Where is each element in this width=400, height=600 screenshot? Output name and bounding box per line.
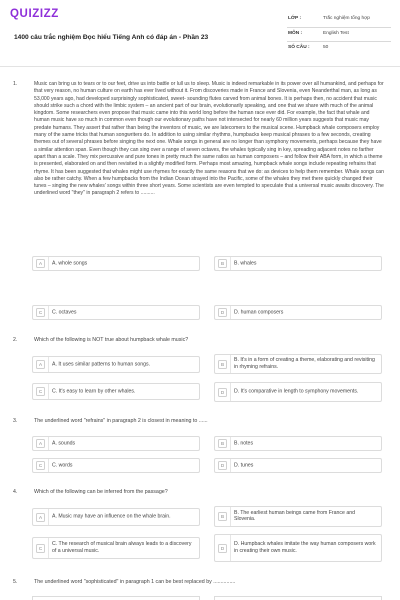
option-a[interactable]: [32, 356, 200, 373]
question-number: 5.: [13, 579, 18, 585]
quizizz-logo[interactable]: QUIZIZZ: [10, 8, 59, 20]
option-letter: B: [218, 439, 227, 448]
option-a[interactable]: [32, 436, 200, 451]
option-a[interactable]: [32, 508, 200, 526]
option-text: A. whole songs: [52, 260, 88, 267]
option-letter: A: [36, 439, 45, 448]
option-letter: B: [218, 512, 227, 521]
option-c[interactable]: [32, 537, 200, 559]
question-text: The underlined word "refrains" in paragraph 2 is closest in meaning to ......: [34, 418, 208, 424]
meta-key: LỚP :: [288, 16, 302, 21]
question-text: Which of the following can be inferred from the passage?: [34, 489, 168, 495]
option-c[interactable]: [32, 383, 200, 400]
divider: [48, 357, 49, 372]
divider: [48, 538, 49, 558]
option-letter: D: [218, 461, 227, 470]
option-d[interactable]: [214, 458, 382, 473]
option-letter: B: [218, 360, 227, 369]
option-letter: C: [36, 544, 45, 553]
option-d[interactable]: [214, 305, 382, 320]
option-text: D. It's comparative in length to symphony movements.: [234, 388, 359, 395]
meta-value: 50: [323, 45, 329, 50]
option-letter: C: [36, 461, 45, 470]
meta-table: [287, 13, 391, 57]
divider: [230, 383, 231, 401]
divider: [48, 459, 49, 472]
divider: [48, 257, 49, 270]
option-letter: A: [36, 513, 45, 522]
question-text: The underlined word "sophisticated" in paragraph 1 can be best replaced by ...............: [34, 579, 236, 585]
meta-row-subject: [287, 28, 391, 43]
option-text: D. Humpback whales imitate the way human composers work in creating their own music.: [234, 541, 376, 554]
option-text: C. octaves: [52, 309, 77, 316]
divider: [230, 355, 231, 373]
meta-key: MÔN :: [288, 30, 303, 36]
option-letter: A: [36, 360, 45, 369]
option-text: C. It's easy to learn by other whales.: [52, 388, 136, 395]
option-letter: A: [36, 259, 45, 268]
divider: [230, 507, 231, 526]
option-letter: D: [218, 544, 227, 553]
option-text: B. whales: [234, 260, 257, 267]
question-number: 1.: [13, 81, 18, 87]
divider: [230, 459, 231, 472]
divider: [230, 535, 231, 561]
question-number: 2.: [13, 337, 18, 343]
question-text: Which of the following is NOT true about humpback whale music?: [34, 337, 189, 343]
option-letter: D: [218, 388, 227, 397]
option-letter: B: [218, 259, 227, 268]
meta-row-class: [287, 13, 391, 28]
option-letter: D: [218, 308, 227, 317]
divider: [48, 306, 49, 319]
divider: [230, 257, 231, 270]
divider: [48, 384, 49, 399]
option-c[interactable]: [32, 458, 200, 473]
divider: [230, 437, 231, 450]
option-text: B. The earliest human beings came from France and Slovenia.: [234, 509, 356, 523]
option-letter: C: [36, 387, 45, 396]
reading-passage: Music can bring us to tears or to our feet, drive us into battle or lull us to sleep. Music is indeed remarkable in its power over all humankind, and perhaps for that very reason, no human culture on earth has ever lived without it. From discoveries made in France and Slovenia, even Neanderthal man, as long as 53,000 years ago, had developed surprisingly sophisticated, sweet- sounding flutes carved from animal bones. It is perhaps then, no accident that music should strike such a chord with the limbic system – an ancient part of our brain, evolutionarily speaking, and one that we share with much of the animal kingdom. Some researchers even propose that music came into this world long before the human race ever did. For example, the fact that whale and human music have so much in common even though our evolutionary paths have not intersected for nearly 60 million years suggests that music may predate humans. They assert that rather than being the inventors of music, we are latecomers to the musical scene. Humpback whale composers employ many of the same tricks that human songwriters do. In addition to using similar rhythms, humpbacks keep musical phrases to a few seconds, creating themes out of several phrases before singing the next one. Whale songs in general are no longer than symphony movements, perhaps because they have a similar attention span. Even though they can sing over a range of seven octaves, the whales typically sing in key, spreading adjacent notes no farther apart than a scale. They mix percussive and pure tones in pretty much the same ratios as human composers – and follow their ABA form, in which a theme is presented, elaborated on and then revisited in a slightly modified form. Perhaps most amazing, humpback whale songs include repeating refrains that rhyme. It has been suggested that whales might use rhymes for exactly the same reasons that we do: as devices to help them remember. Whale songs can also be rather catchy. When a few humpbacks from the Indian Ocean strayed into the Pacific, some of the whales they met there quickly changed their tunes – singing the new whales' songs within three short years. Some scientists are even tempted to speculate that a universal music awaits discovery. The underlined word "they" in paragraph 2 refers to ..........: [34, 81, 384, 197]
option-text: C. words: [52, 462, 73, 469]
option-text: D. human composers: [234, 309, 284, 316]
option-text: B. It's in a form of creating a theme, elaborating and revisiting in rhyming refrains.: [234, 357, 375, 370]
meta-key: SỐ CÂU :: [288, 45, 310, 50]
meta-value: English Test: [323, 30, 349, 36]
meta-value: Trắc nghiệm tổng hợp: [323, 16, 370, 21]
option-text: D. tunes: [234, 462, 254, 469]
meta-row-count: [287, 42, 391, 57]
option-b[interactable]: [214, 506, 382, 527]
option-text: B. notes: [234, 440, 254, 447]
option-text: C. The research of musical brain always leads to a discovery of a universal music.: [52, 541, 192, 554]
divider: [48, 509, 49, 525]
option-letter: C: [36, 308, 45, 317]
question-number: 3.: [13, 418, 18, 424]
option-d[interactable]: [214, 534, 382, 562]
question-number: 4.: [13, 489, 18, 495]
option-d[interactable]: [214, 382, 382, 402]
option-a[interactable]: [32, 596, 200, 600]
option-c[interactable]: [32, 305, 200, 320]
divider: [48, 437, 49, 450]
option-b[interactable]: [214, 354, 382, 374]
option-b[interactable]: [214, 436, 382, 451]
page-header: [0, 0, 400, 66]
document-title: 1400 câu trắc nghiệm Đọc hiểu Tiếng Anh có đáp án - Phần 23: [14, 34, 209, 41]
option-b[interactable]: [214, 256, 382, 271]
option-text: A. Music may have an influence on the whale brain.: [52, 513, 171, 520]
divider: [230, 306, 231, 319]
option-text: A. sounds: [52, 440, 76, 447]
option-a[interactable]: [32, 256, 200, 271]
option-text: A. It uses similar patterns to human songs.: [52, 361, 151, 368]
header-divider: [0, 66, 400, 67]
option-b[interactable]: [214, 596, 382, 600]
